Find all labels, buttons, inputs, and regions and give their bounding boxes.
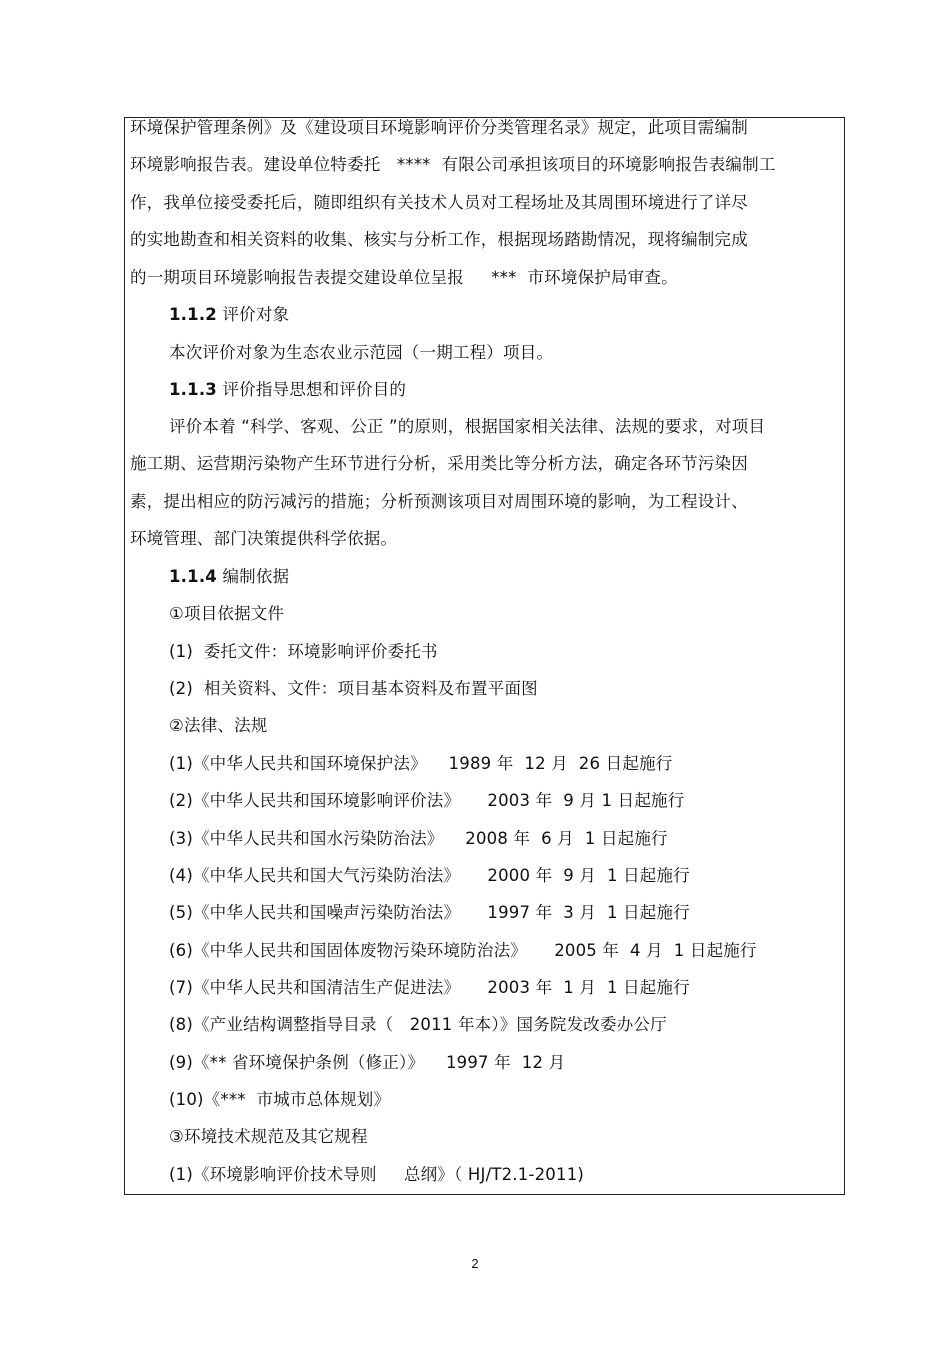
basis-item: (4)《中华人民共和国大气污染防治法》 2000 年 9 月 1 日起施行 [169, 866, 690, 885]
section-title: 编制依据 [222, 567, 290, 586]
basis-item: ①项目依据文件 [169, 604, 285, 623]
basis-item: (10)《*** 市城市总体规划》 [169, 1090, 391, 1109]
basis-item: (3)《中华人民共和国水污染防治法》 2008 年 6 月 1 日起施行 [169, 829, 668, 848]
intro-line-1: 环境保护管理条例》及《建设项目环境影响评价分类管理名录》规定，此项目需编制 [130, 118, 748, 137]
basis-item: (2) 相关资料、文件：项目基本资料及布置平面图 [169, 679, 538, 698]
basis-item: (1) 委托文件：环境影响评价委托书 [169, 642, 438, 661]
section-1-1-3-heading [169, 379, 406, 401]
basis-item: ③环境技术规范及其它规程 [169, 1127, 368, 1146]
section-1-1-3-line-1: 评价本着 “科学、客观、公正 ”的原则，根据国家相关法律、法规的要求，对项目 [169, 417, 766, 436]
basis-item: (2)《中华人民共和国环境影响评价法》 2003 年 9 月 1 日起施行 [169, 791, 685, 810]
section-1-1-3-line-3: 素，提出相应的防污减污的措施；分析预测该项目对周围环境的影响，为工程设计、 [130, 492, 748, 511]
intro-line-5: 的一期项目环境影响报告表提交建设单位呈报 *** 市环境保护局审查。 [130, 268, 678, 287]
section-1-1-4-heading [169, 566, 289, 588]
basis-item: (5)《中华人民共和国噪声污染防治法》 1997 年 3 月 1 日起施行 [169, 903, 690, 922]
section-1-1-3-line-2: 施工期、运营期污染物产生环节进行分析，采用类比等分析方法，确定各环节污染因 [130, 454, 748, 473]
section-number: 1.1.2 [169, 305, 217, 324]
basis-item: (1)《中华人民共和国环境保护法》 1989 年 12 月 26 日起施行 [169, 754, 673, 773]
basis-item: (1)《环境影响评价技术导则 总纲》（ HJ/T2.1-2011) [169, 1165, 585, 1184]
section-title: 评价指导思想和评价目的 [222, 380, 407, 399]
basis-item: (7)《中华人民共和国清洁生产促进法》 2003 年 1 月 1 日起施行 [169, 978, 690, 997]
section-number: 1.1.3 [169, 380, 217, 399]
section-title: 评价对象 [222, 305, 290, 324]
section-1-1-2-text: 本次评价对象为生态农业示范园（一期工程）项目。 [169, 343, 554, 362]
basis-item: (9)《** 省环境保护条例（修正）》 1997 年 12 月 [169, 1053, 566, 1072]
basis-item: ②法律、法规 [169, 716, 268, 735]
intro-line-2: 环境影响报告表。建设单位特委托 **** 有限公司承担该项目的环境影响报告表编制工 [130, 155, 776, 174]
section-1-1-3-line-4: 环境管理、部门决策提供科学依据。 [130, 529, 398, 548]
page-number: 2 [471, 1256, 479, 1271]
basis-item: (8)《产业结构调整指导目录（ 2011 年本）》国务院发改委办公厅 [169, 1015, 667, 1034]
basis-item: (6)《中华人民共和国固体废物污染环境防治法》 2005 年 4 月 1 日起施行 [169, 941, 757, 960]
section-1-1-2-heading [169, 304, 289, 326]
intro-line-3: 作，我单位接受委托后，随即组织有关技术人员对工程场址及其周围环境进行了详尽 [130, 193, 748, 212]
section-number: 1.1.4 [169, 567, 217, 586]
intro-line-4: 的实地勘查和相关资料的收集、核实与分析工作，根据现场踏勘情况，现将编制完成 [130, 230, 748, 249]
